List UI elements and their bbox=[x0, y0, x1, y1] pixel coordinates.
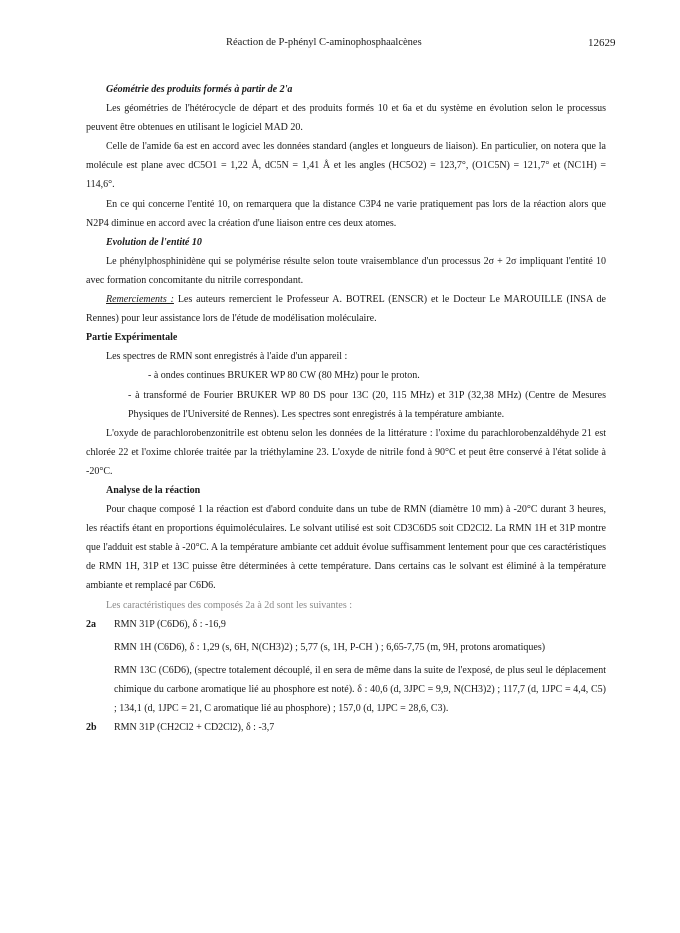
page-number: 12629 bbox=[588, 37, 616, 49]
section-heading-analysis: Analyse de la réaction bbox=[106, 484, 201, 496]
compound-label: 2b bbox=[86, 722, 97, 734]
compound-entry-2b bbox=[86, 718, 606, 737]
paragraph-amide-geometry: Celle de l'amide 6a est en accord avec les données standard (angles et longueurs de liaison). En particulier, on notera que la molécule est plane avec dC5O1 = 1,22 Å, dC5N = 1,41 Å et les angles (HC5O2) = 123,7°, (O1C5N) = 121,7° et (NC1H) = 114,6°. bbox=[86, 141, 606, 191]
section-heading-experimental: Partie Expérimentale bbox=[86, 332, 178, 344]
paragraph-compounds-intro: Les caractéristiques des composés 2a à 2d sont les suivantes : bbox=[106, 599, 353, 611]
paragraph-geometry-mad: Les géométries de l'hétérocycle de départ et des produits formés 10 et 6a et du système en évolution selon le processus peuvent être obtenues en utilisant le logiciel MAD 20. bbox=[86, 103, 606, 134]
nmr-13c-line: RMN 13C (C6D6), (spectre totalement découplé, il en sera de même dans la suite de l'exposé, de plus seul le déplacement chimique du carbone aromatique lié au phosphore est noté). δ : 40,6 (d, 3JPC = 9,9, N(CH3)2) ; 117,7 (d, 1JPC = 4,4, C5) ; 134,1 (d, 1JPC = 21, C aromatique lié au phosphore) ; 157,0 (d, 1JPC = 28,6, C3). bbox=[114, 664, 606, 714]
paragraph-acknowledgements bbox=[86, 290, 606, 328]
paragraph-reaction-conditions: Pour chaque composé 1 la réaction est d'abord conduite dans un tube de RMN (diamètre 10 mm) à -20°C durant 3 heures, les réactifs étant en proportions équimoléculaires. Le solvant utilisé est soit CD3C6D5 soit CD2Cl2. La RMN 1H et 31P montre que l'adduit est stable à -20°C. A la température ambiante cet adduit évolue suffisamment lentement pour que ces caractéristiques de RMN 1H, 31P et 13C puisse être déterminées à cette température. Dans certains cas le solvant est éliminé à la température ambiante et remplacé par C6D6. bbox=[86, 504, 606, 592]
acknowledgements-text: Les auteurs remercient le Professeur A. BOTREL (ENSCR) et le Docteur Le MAROUILLE (INSA de Rennes) pour leur assistance lors de l'étude de modélisation moléculaire. bbox=[86, 294, 606, 325]
paragraph-entity-10-distance: En ce qui concerne l'entité 10, on remarquera que la distance C3P4 ne varie pratiquement pas lors de la réaction alors que N2P4 diminue en accord avec la création d'une liaison entre ces deux atomes. bbox=[86, 198, 606, 229]
section-heading-geometry: Géométrie des produits formés à partir de 2'a bbox=[106, 84, 293, 95]
acknowledgements-label: Remerciements : bbox=[106, 294, 174, 306]
list-item-cw-spectrometer: - à ondes continues BRUKER WP 80 CW (80 MHz) pour le proton. bbox=[148, 370, 420, 382]
paragraph-nmr-intro: Les spectres de RMN sont enregistrés à l'aide d'un appareil : bbox=[106, 351, 348, 363]
compound-label: 2a bbox=[86, 618, 96, 630]
list-item-ft-spectrometer: - à transformé de Fourier BRUKER WP 80 DS pour 13C (20, 115 MHz) et 31P (32,38 MHz) (Centre de Mesures Physiques de l'Université de Rennes). Les spectres sont enregistrés à la température ambiante. bbox=[128, 389, 606, 420]
nmr-31p-line: RMN 31P (C6D6), δ : -16,9 bbox=[114, 618, 226, 630]
running-header bbox=[0, 37, 680, 53]
paragraph-phosphinidene: Le phénylphosphinidène qui se polymérise résulte selon toute vraisemblance d'un processus 2σ + 2σ impliquant l'entité 10 avec formation concomitante du nitrile correspondant. bbox=[86, 255, 606, 286]
nmr-31p-line: RMN 31P (CH2Cl2 + CD2Cl2), δ : -3,7 bbox=[114, 722, 275, 734]
running-title: Réaction de P-phényl C-aminophosphaalcènes bbox=[226, 37, 422, 48]
paragraph-nitrile-oxide: L'oxyde de parachlorobenzonitrile est obtenu selon les données de la littérature : l'oxime du parachlorobenzaldéhyde 21 est chlorée 22 et l'oxime chlorée traitée par la triéthylamine 23. L'oxyde de nitrile fond à 90°C et peut être conservé à l'état solide à -20°C. bbox=[86, 427, 606, 477]
section-heading-evolution: Evolution de l'entité 10 bbox=[106, 236, 202, 248]
compound-entry-2a bbox=[86, 615, 606, 718]
nmr-1h-line: RMN 1H (C6D6), δ : 1,29 (s, 6H, N(CH3)2) ; 5,77 (s, 1H, P-CH ) ; 6,65-7,75 (m, 9H, protons aromatiques) bbox=[114, 641, 546, 653]
article-body bbox=[86, 80, 606, 737]
